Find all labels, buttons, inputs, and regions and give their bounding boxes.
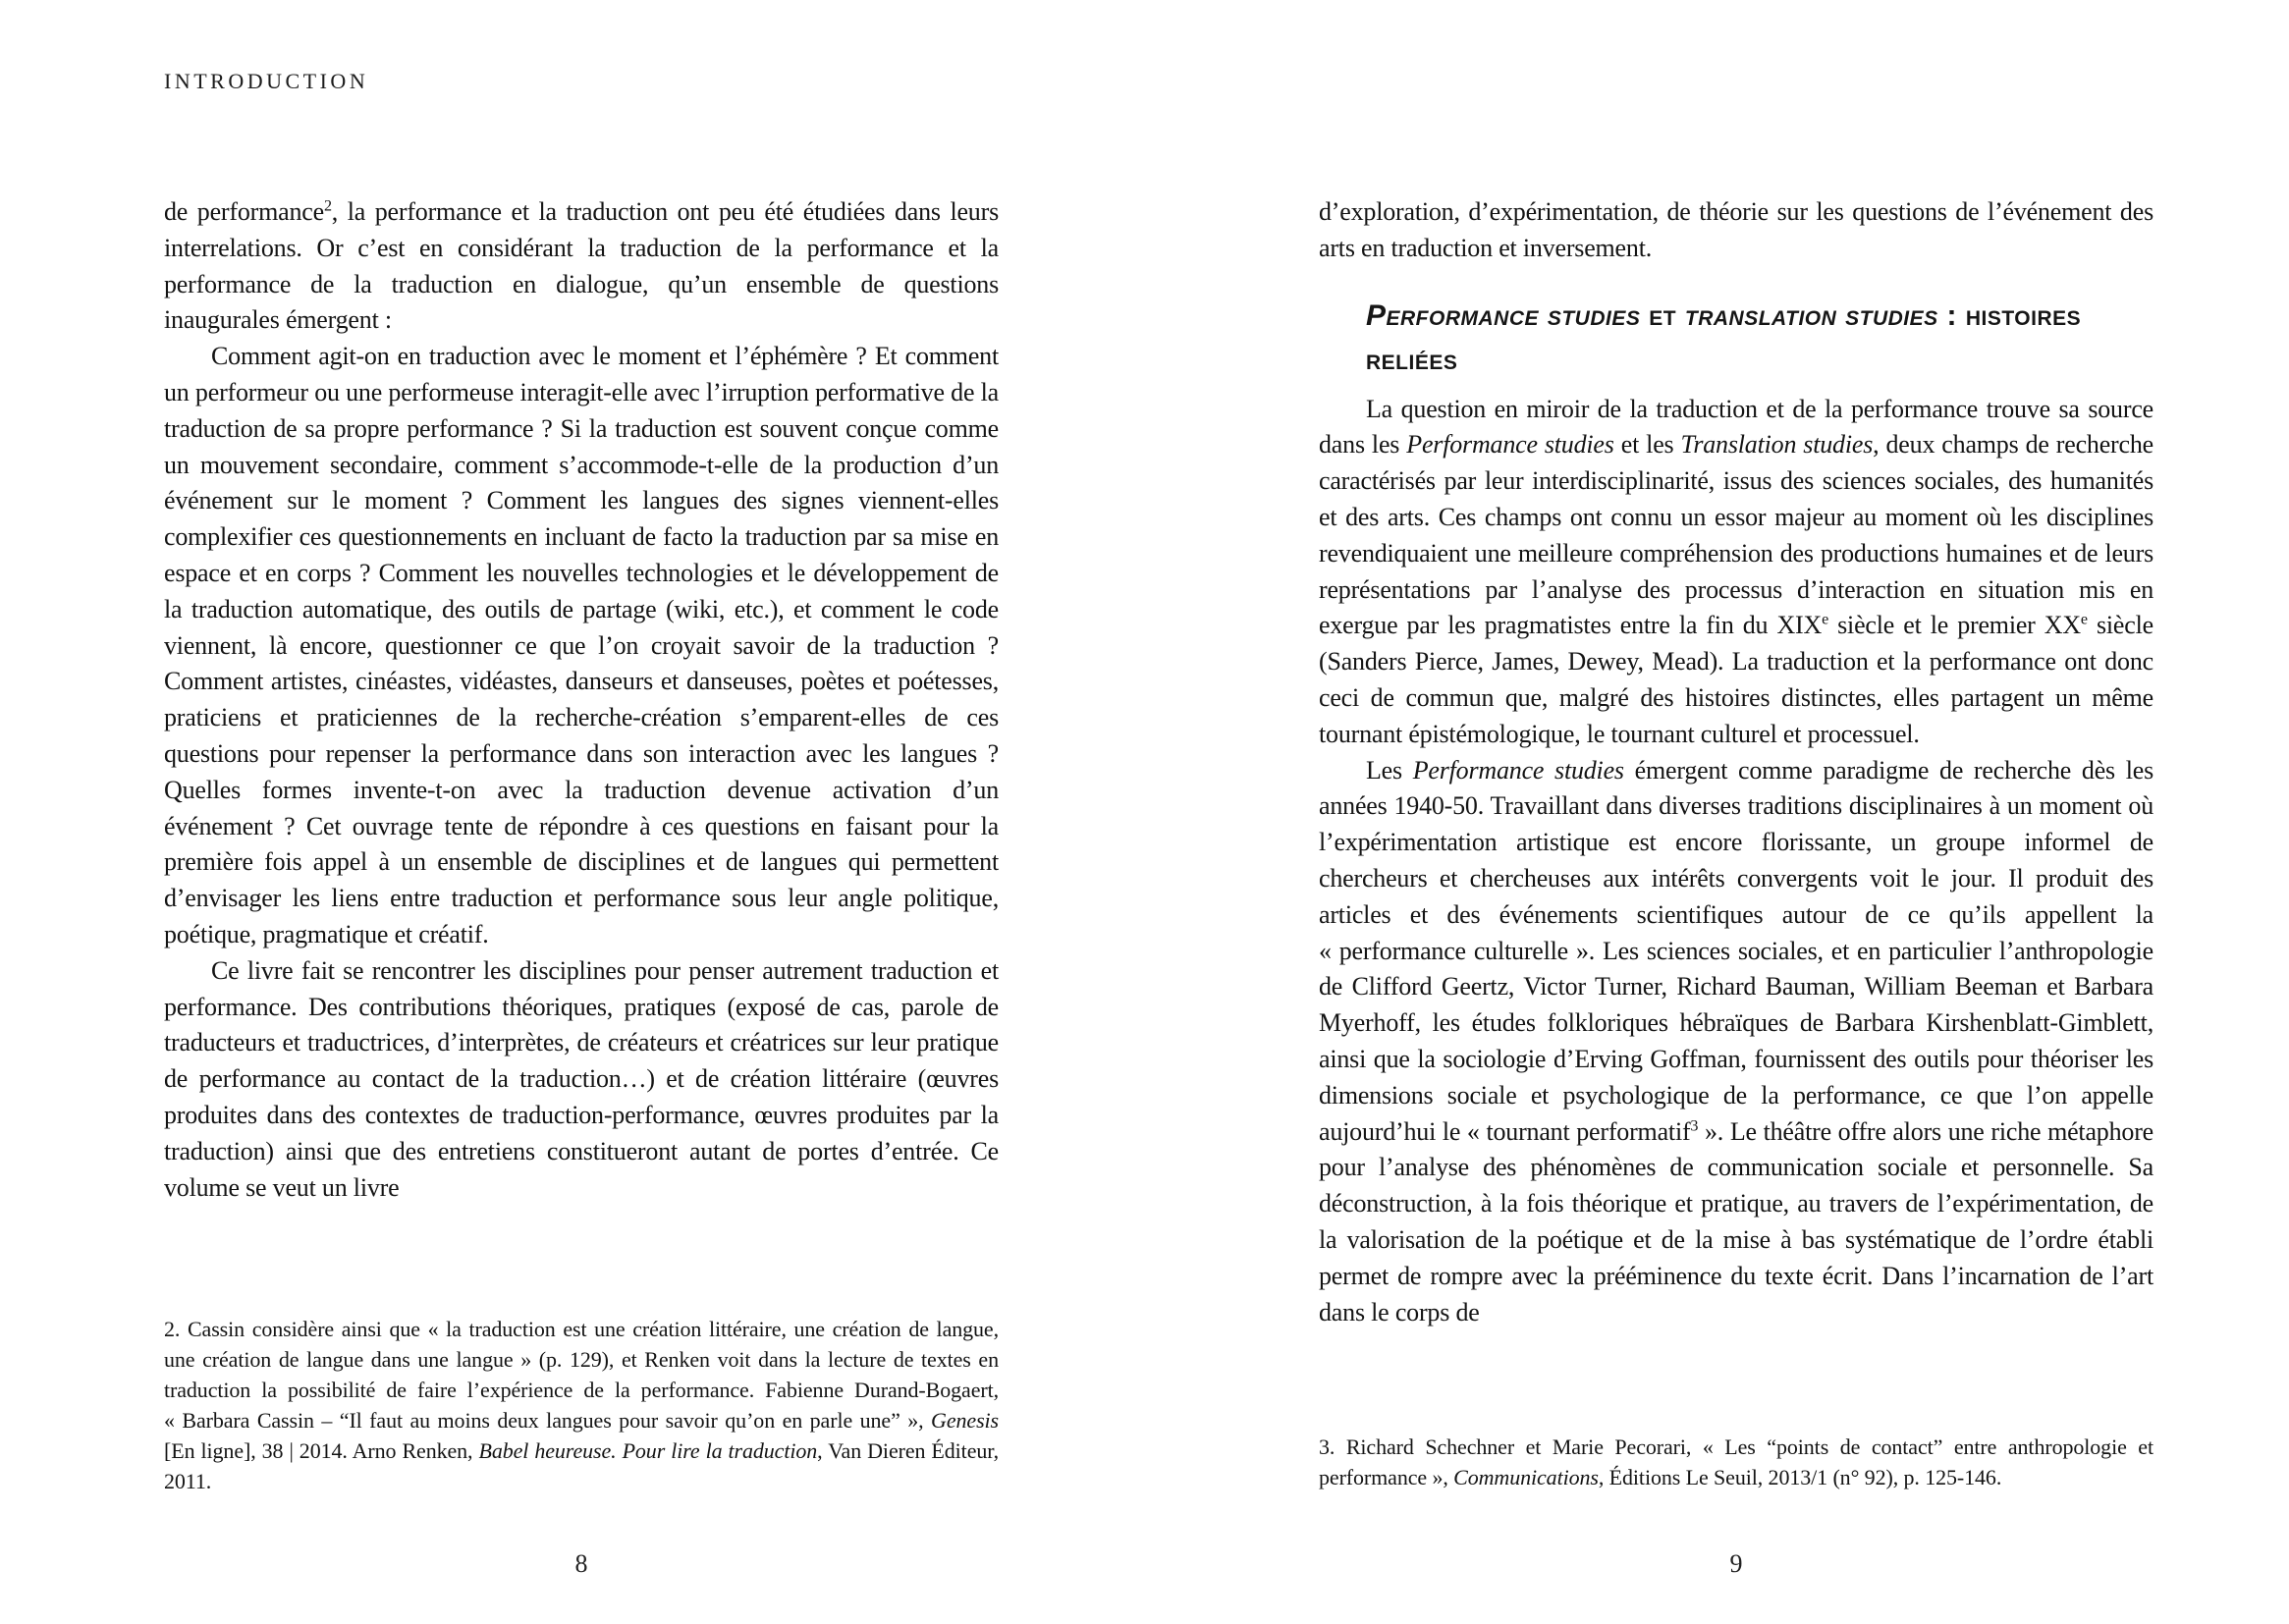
running-header: INTRODUCTION	[164, 69, 369, 93]
body-paragraph: d’exploration, d’expérimentation, de théorie sur les questions de l’événement des arts en traduction et inversement.	[1319, 197, 2153, 262]
left-page-body	[164, 194, 999, 1206]
body-paragraph: Comment agit-on en traduction avec le moment et l’éphémère ? Et comment un performeur ou une performeuse interagit-elle avec l’irruption performative de la traduction de sa propre performance ? Si la traduction est souvent conçue comme un mouvement secondaire, comment s’accommode-t-elle de la production d’un événement sur le moment ? Comment les langues des signes viennent-elles complexifier ces questionnements en incluant de facto la traduction par sa mise en espace et en corps ? Comment les nouvelles technologies et le développement de la traduction automatique, des outils de partage (wiki, etc.), et comment le code viennent, là encore, questionner ce que l’on croyait savoir de la traduction ? Comment artistes, cinéastes, vidéastes, danseurs et danseuses, poètes et poétesses, praticiens et praticiennes de la recherche-création s’emparent-elles de ces questions pour repenser la performance dans son interaction avec les langues ? Quelles formes invente-t-on avec la traduction devenue activation d’un événement ? Cet ouvrage tente de répondre à ces questions en faisant pour la première fois appel à un ensemble de disciplines et de langues qui permettent d’envisager les liens entre traduction et performance sous leur angle politique, poétique, pragmatique et créatif.	[164, 342, 999, 948]
footnote-2: 2. Cassin considère ainsi que « la traduction est une création littéraire, une création de langue, une création de langue dans une langue » (p. 129), et Renken voit dans la lecture de textes en traduction la possibilité de faire l’expérience de la performance. Fabienne Durand-Bogaert, « Barbara Cassin – “Il faut au moins deux langues pour savoir qu’on en parle une” », Genesis [En ligne], 38 | 2014. Arno Renken, Babel heureuse. Pour lire la traduction, Van Dieren Éditeur, 2011.	[164, 1317, 1000, 1493]
body-paragraph: Les Performance studies émergent comme paradigme de recherche dès les années 1940-50. Travaillant dans diverses traditions disciplinaires à un moment où l’expérimentation artistique est encore florissante, un groupe informel de chercheurs et chercheuses aux intérêts convergents voit le jour. Il produit des articles et des événements scientifiques autour de ce qu’ils appellent la « performance culturelle ». Les sciences sociales, et en particulier l’anthropologie de Clifford Geertz, Victor Turner, Richard Bauman, William Beeman et Barbara Myerhoff, les études folkloriques hébraïques de Barbara Kirshenblatt-Gimblett, ainsi que la sociologie d’Erving Goffman, fournissent des outils pour théoriser les dimensions sociale et psychologique de la performance, ce que l’on appelle aujourd’hui le « tournant performatif$^3$ ». Le théâtre offre alors une riche métaphore pour l’analyse des phénomènes de communication sociale et personnelle. Sa déconstruction, à la fois théorique et pratique, au travers de l’expérimentation, de la valorisation de la poétique et de la mise à bas systématique de l’ordre établi permet de rompre avec la prééminence du texte écrit. Dans l’incarnation de l’art dans le corps de	[1319, 755, 2154, 1326]
page-number-left: 8	[574, 1549, 588, 1578]
right-page-body	[1319, 194, 2153, 1330]
footnote-3: 3. Richard Schechner et Marie Pecorari, « Les “points de contact” entre anthropologie et performance », Communications, Éditions Le Seuil, 2013/1 (n° 92), p. 125-146.	[1319, 1435, 2153, 1489]
body-paragraph: La question en miroir de la traduction et de la performance trouve sa source dans les Performance studies et les Translation studies, deux champs de recherche caractérisés par leur interdisciplinarité, issus des sciences sociales, des humanités et des arts. Ces champs ont connu un essor majeur au moment où les disciplines revendiquaient une meilleure compréhension des productions humaines et de leurs représentations par l’analyse des processus d’interaction en situation mis en exergue par les pragmatistes entre la fin du XIXe siècle et le premier XXe siècle (Sanders Pierce, James, Dewey, Mead). La traduction et la performance ont donc ceci de commun que, malgré des histoires distinctes, elles partagent un même tournant épistémologique, le tournant culturel et processuel.	[1319, 394, 2153, 748]
body-paragraph: de performance$^2$, la performance et la traduction ont peu été étudiées dans leurs interrelations. Or c’est en considérant la traduction de la performance et la performance de la traduction en dialogue, qu’un ensemble de questions inaugurales émergent :	[164, 197, 999, 335]
page-number-right: 9	[1729, 1549, 1743, 1578]
section-heading: Performance studies et translation studies : histoires reliées	[1366, 298, 2082, 376]
body-paragraph: Ce livre fait se rencontrer les disciplines pour penser autrement traduction et performance. Des contributions théoriques, pratiques (exposé de cas, parole de traducteurs et traductrices, d’interprètes, de créateurs et créatrices sur leur pratique de performance au contact de la traduction…) et de création littéraire (œuvres produites dans des contextes de traduction-performance, œuvres produites par la traduction) ainsi que des entretiens constitueront autant de portes d’entrée. Ce volume se veut un livre	[164, 955, 999, 1202]
